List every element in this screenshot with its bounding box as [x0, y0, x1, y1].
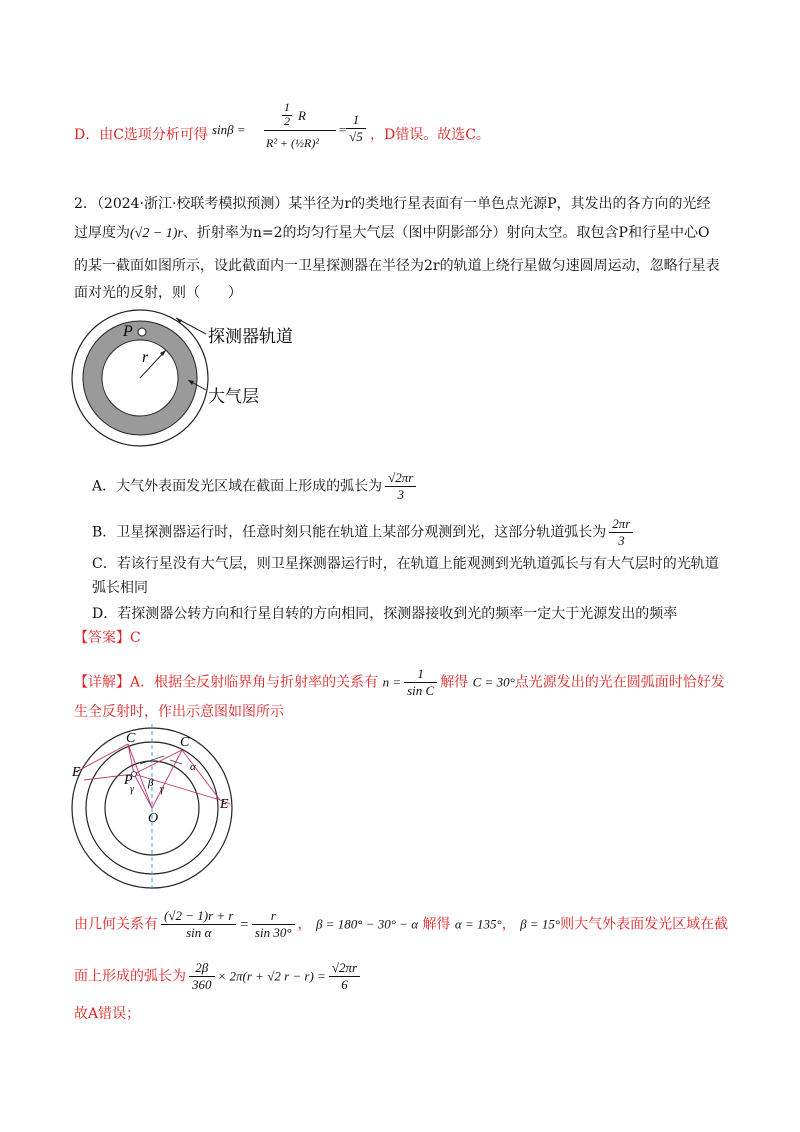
label-c2: C: [180, 735, 190, 750]
detail-line1: 【详解】A．根据全反射临界角与折射率的关系有 n = $\frac{1}{\text{sin C}}$ 解得 C = 30°点光源发出的光在圆弧面时恰好发: [74, 666, 725, 698]
answer: 【答案】C: [74, 630, 141, 646]
ray-lines: [76, 744, 230, 808]
option-b: B．卫星探测器运行时，任意时刻只能在轨道上某部分观测到光，这部分轨道弧长为 $\frac{2\pi r}{3}$: [92, 516, 636, 549]
detail-line2: 生全反射时，作出示意图如图所示: [74, 704, 284, 720]
label-alpha: α: [190, 761, 196, 773]
den-expr: R² + (½R)²: [266, 136, 319, 150]
conclusion: 故A错误；: [74, 1006, 141, 1022]
num-r: R: [298, 108, 306, 123]
label-atmosphere: 大气层: [208, 387, 259, 406]
option-c-line1: C．若该行星没有大气层，则卫星探测器运行时，在轨道上能观测到光轨道弧长与有大气层时的光轨道: [92, 556, 719, 572]
prev-d-prefix: D．由C选项分析可得: [74, 127, 208, 143]
prev-d-suffix: ，D错误。故选C。: [370, 127, 490, 143]
option-a: A．大气外表面发光区域在截面上形成的弧长为 $\frac{√2\pi r}{3}$: [92, 470, 419, 503]
half-num: 1: [284, 100, 290, 114]
label-gamma1: γ: [130, 784, 134, 795]
sin-beta-label: sinβ =: [212, 122, 246, 137]
label-beta: β: [148, 777, 154, 789]
label-e1: E: [72, 765, 81, 780]
q2-line4: 面对光的反射，则（ ）: [74, 285, 242, 301]
planet-figure: [70, 308, 310, 450]
label-o: O: [148, 811, 159, 826]
label-p: P: [123, 323, 133, 340]
label-p2: P: [124, 773, 133, 788]
q2-line1: 2．（2024·浙江·校联考模拟预测）某半径为r的类地行星表面有一单色点光源P，其发出的各方向的光经: [74, 196, 711, 212]
q2-line3: 的某一截面如图所示，设此截面内一卫星探测器在半径为2r的轨道上绕行星做匀速圆周运动，忽略行星表: [74, 258, 720, 274]
geometry-figure: [70, 720, 250, 890]
option-c-line2: 弧长相同: [92, 580, 148, 596]
q2-line2: 过厚度为(√2 − 1)r、折射率为n=2的均匀行星大气层（图中阴影部分）射向太空。取包含P和行星中心O: [74, 225, 710, 241]
label-c1: C: [126, 731, 136, 746]
eq2-frac: 1 √5: [346, 112, 366, 145]
option-d: D．若探测器公转方向和行星自转的方向相同，探测器接收到光的频率一定大于光源发出的频率: [92, 606, 678, 622]
label-r: r: [142, 349, 149, 366]
label-orbit: 探测器轨道: [208, 327, 293, 346]
thickness-expr: (√2 − 1)r: [130, 226, 183, 241]
geometry-line: 由几何关系有 $\frac{(√2 - 1)r + r}{\text{sin α}}$ = $\frac{r}{\sin 30^\circ}$ ， β = 180° − 30° − α 解得 α = 135°， β = 15°则大气外表面发光区域在截: [74, 908, 729, 940]
half-den: 2: [284, 114, 290, 128]
label-e2: E: [220, 797, 229, 812]
label-gamma2: γ: [160, 784, 164, 795]
prev-d-formula: sinβ = 1 2 R R² + (½R)² =: [212, 100, 347, 150]
arc-line: 面上形成的弧长为 $\frac{2\beta}{360}$ × 2π(r + √2 r − r) = $\frac{√2\pi r}{6}$: [74, 960, 363, 993]
light-source-dot: [138, 328, 146, 336]
